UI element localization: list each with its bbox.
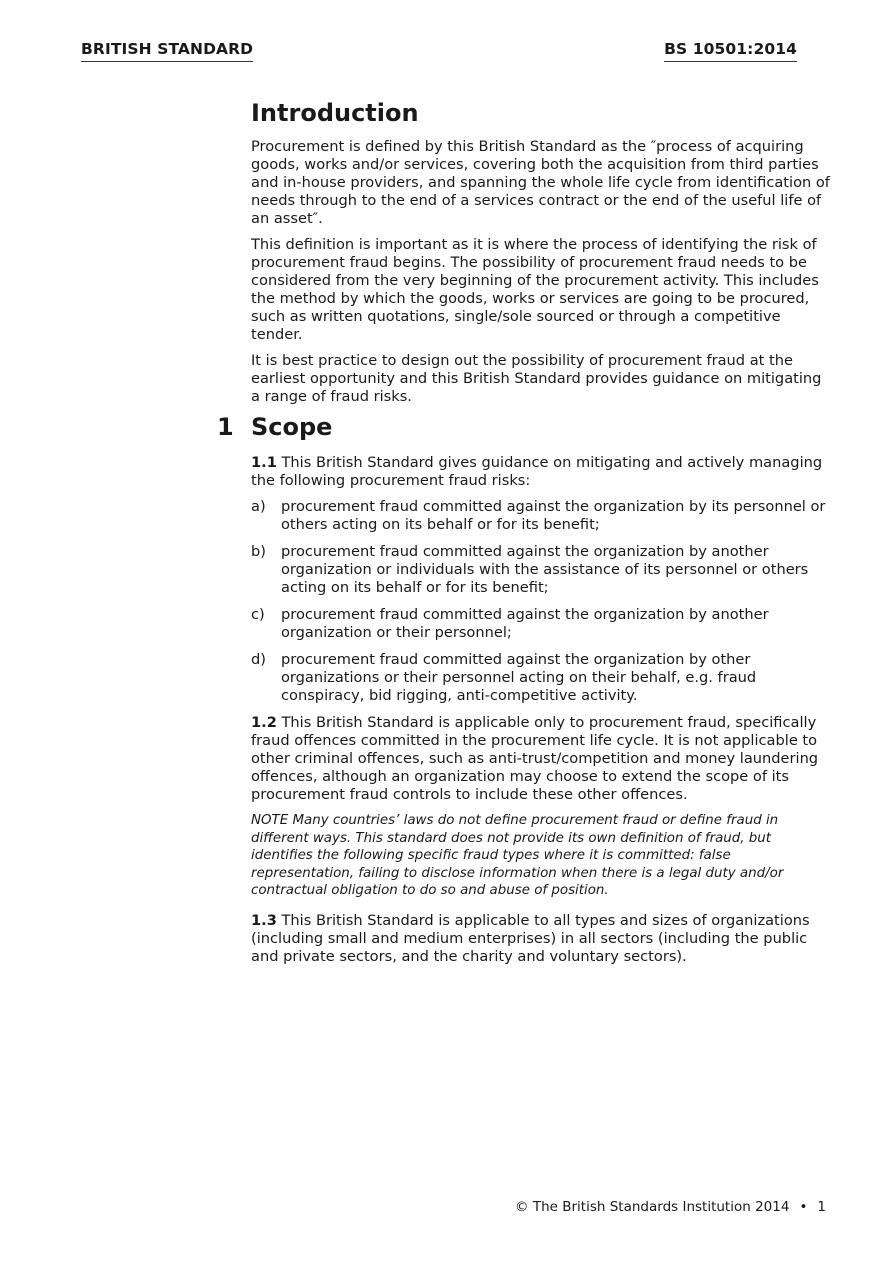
scope-title: Scope xyxy=(251,413,333,441)
introduction-title: Introduction xyxy=(251,99,419,127)
clause-text: This British Standard gives guidance on mitigating and actively managing the following procurement fraud risks: xyxy=(251,454,823,489)
intro-paragraph: This definition is important as it is where the process of identifying the risk of procurement fraud begins. The possibility of procurement fraud needs to be considered from the very beginning of the procurement activity. This includes the method by which the goods, works or services are going to be procured, such as written quotations, single/sole sourced or through a competitive tender. xyxy=(251,236,819,343)
running-header-left: BRITISH STANDARD xyxy=(81,40,253,62)
fraud-risk-list xyxy=(251,498,831,705)
list-item-text: procurement fraud committed against the organization by another organization or their personnel; xyxy=(281,606,769,641)
scope-section xyxy=(217,410,831,974)
clause-text: This British Standard is applicable to all types and sizes of organizations (including small and medium enterprises) in all sectors (including the public and private sectors, and the charity and voluntary sectors). xyxy=(251,911,810,965)
intro-paragraph: Procurement is defined by this British Standard as the ″process of acquiring goods, works and/or services, covering both the acquisition from third parties and in-house providers, and spanning the whole life cycle from identification of needs through to the end of a services contract or the end of the useful life of an asset″. xyxy=(251,138,830,227)
running-header-right: BS 10501:2014 xyxy=(664,40,797,62)
introduction-section xyxy=(251,96,831,414)
copyright-notice: © The British Standards Institution 2014 xyxy=(515,1199,790,1215)
clause-number: 1.3 xyxy=(251,911,277,929)
page-number: 1 xyxy=(817,1199,826,1215)
page-footer xyxy=(515,1199,826,1215)
list-item xyxy=(251,651,831,705)
list-item xyxy=(251,606,831,642)
clause-text: This British Standard is applicable only to procurement fraud, specifically fraud offences committed in the procurement life cycle. It is not applicable to other criminal offences, such as anti-trust/competition and money laundering offences, although an organization may choose to extend the scope of its procurement fraud controls to include these other offences. xyxy=(251,714,819,803)
list-item-text: procurement fraud committed against the organization by its personnel or others acting on its behalf or for its benefit; xyxy=(281,498,826,533)
clause-number: 1.2 xyxy=(251,714,277,731)
clause-1-3 xyxy=(251,912,831,966)
list-marker: a) xyxy=(251,498,266,515)
list-marker: d) xyxy=(251,651,266,668)
note: NOTE Many countries’ laws do not define procurement fraud or define fraud in different ways. This standard does not provide its own definition of fraud, but identifies the following specific fraud types where it is committed: false representation, failing to disclose information when there is a legal duty and/or contractual obligation to do so and abuse of position. xyxy=(251,813,784,898)
footer-bullet: • xyxy=(799,1199,808,1215)
list-marker: c) xyxy=(251,606,265,623)
clause-1-1 xyxy=(251,454,831,490)
section-number: 1 xyxy=(217,413,234,441)
list-marker: b) xyxy=(251,543,266,560)
list-item xyxy=(251,498,831,534)
list-item xyxy=(251,543,831,597)
clause-1-2 xyxy=(251,714,831,804)
list-item-text: procurement fraud committed against the organization by another organization or individuals with the assistance of its personnel or others acting on its behalf or for its benefit; xyxy=(281,543,809,596)
list-item-text: procurement fraud committed against the organization by other organizations or their personnel acting on their behalf, e.g. fraud conspiracy, bid rigging, anti-competitive activity. xyxy=(281,651,757,704)
intro-paragraph: It is best practice to design out the possibility of procurement fraud at the earliest opportunity and this British Standard provides guidance on mitigating a range of fraud risks. xyxy=(251,352,822,405)
clause-number: 1.1 xyxy=(251,454,277,471)
